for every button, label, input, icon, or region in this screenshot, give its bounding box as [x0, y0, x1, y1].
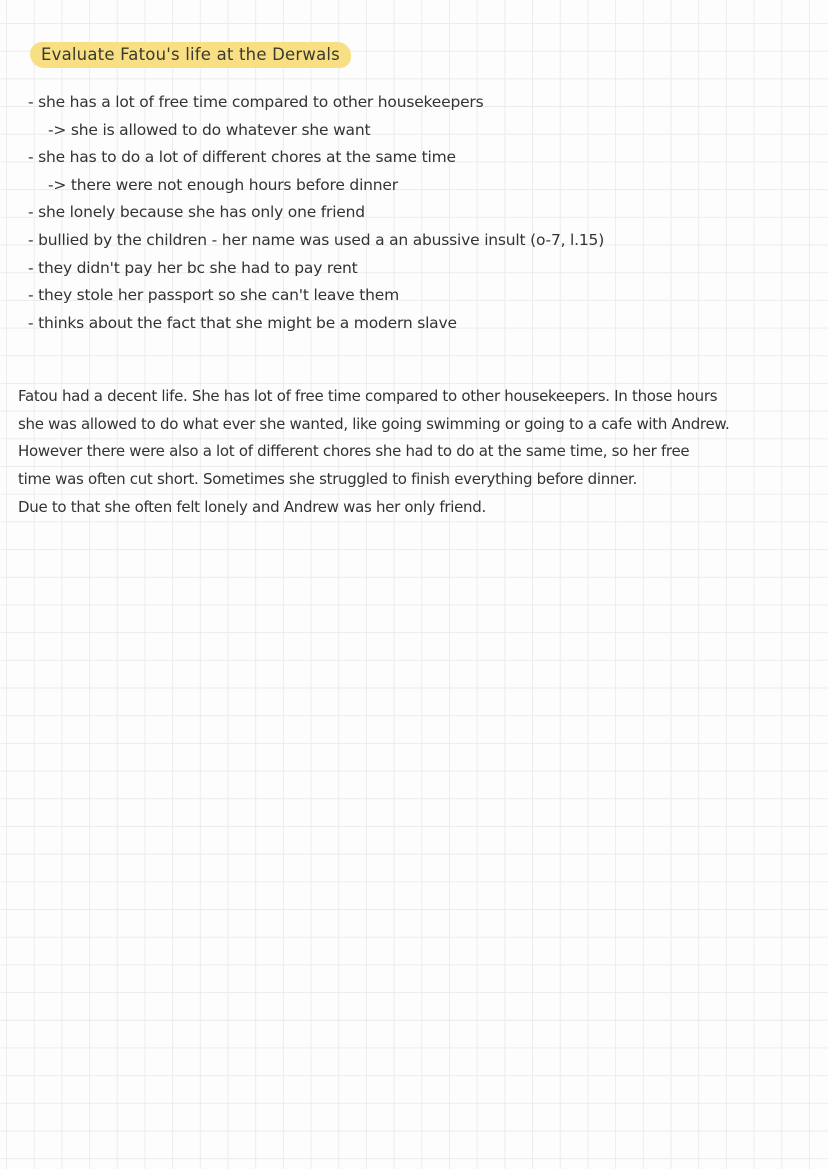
- bullet-subline: -> she is allowed to do whatever she want: [48, 120, 371, 139]
- bullet-list: [28, 89, 748, 337]
- bullet-line: - thinks about the fact that she might be a modern slave: [28, 313, 457, 332]
- bullet-line: - she has to do a lot of different chores at the same time: [28, 148, 456, 167]
- paragraph-line: time was often cut short. Sometimes she struggled to finish everything before dinner.: [18, 470, 637, 489]
- bullet-line: - she has a lot of free time compared to other housekeepers: [28, 93, 484, 111]
- bullet-line: - they didn't pay her bc she had to pay rent: [28, 258, 358, 277]
- paragraph-line: she was allowed to do what ever she wanted, like going swimming or going to a cafe with Andrew.: [18, 414, 730, 433]
- bullet-line: - they stole her passport so she can't leave them: [28, 286, 399, 305]
- bullet-line: - she lonely because she has only one friend: [28, 203, 365, 222]
- note-title: [30, 42, 351, 68]
- highlighted-title-text: Evaluate Fatou's life at the Derwals: [30, 42, 351, 68]
- paragraph-line: However there were also a lot of different chores she had to do at the same time, so her free: [18, 442, 690, 461]
- bullet-subline: -> there were not enough hours before dinner: [48, 175, 398, 194]
- paragraph-line: Due to that she often felt lonely and Andrew was her only friend.: [18, 497, 486, 516]
- paragraph-line: Fatou had a decent life. She has lot of free time compared to other housekeepers. In those hours: [18, 387, 718, 405]
- answer-paragraph: [18, 383, 818, 522]
- bullet-line: - bullied by the children - her name was used a an abussive insult (o-7, l.15): [28, 230, 605, 249]
